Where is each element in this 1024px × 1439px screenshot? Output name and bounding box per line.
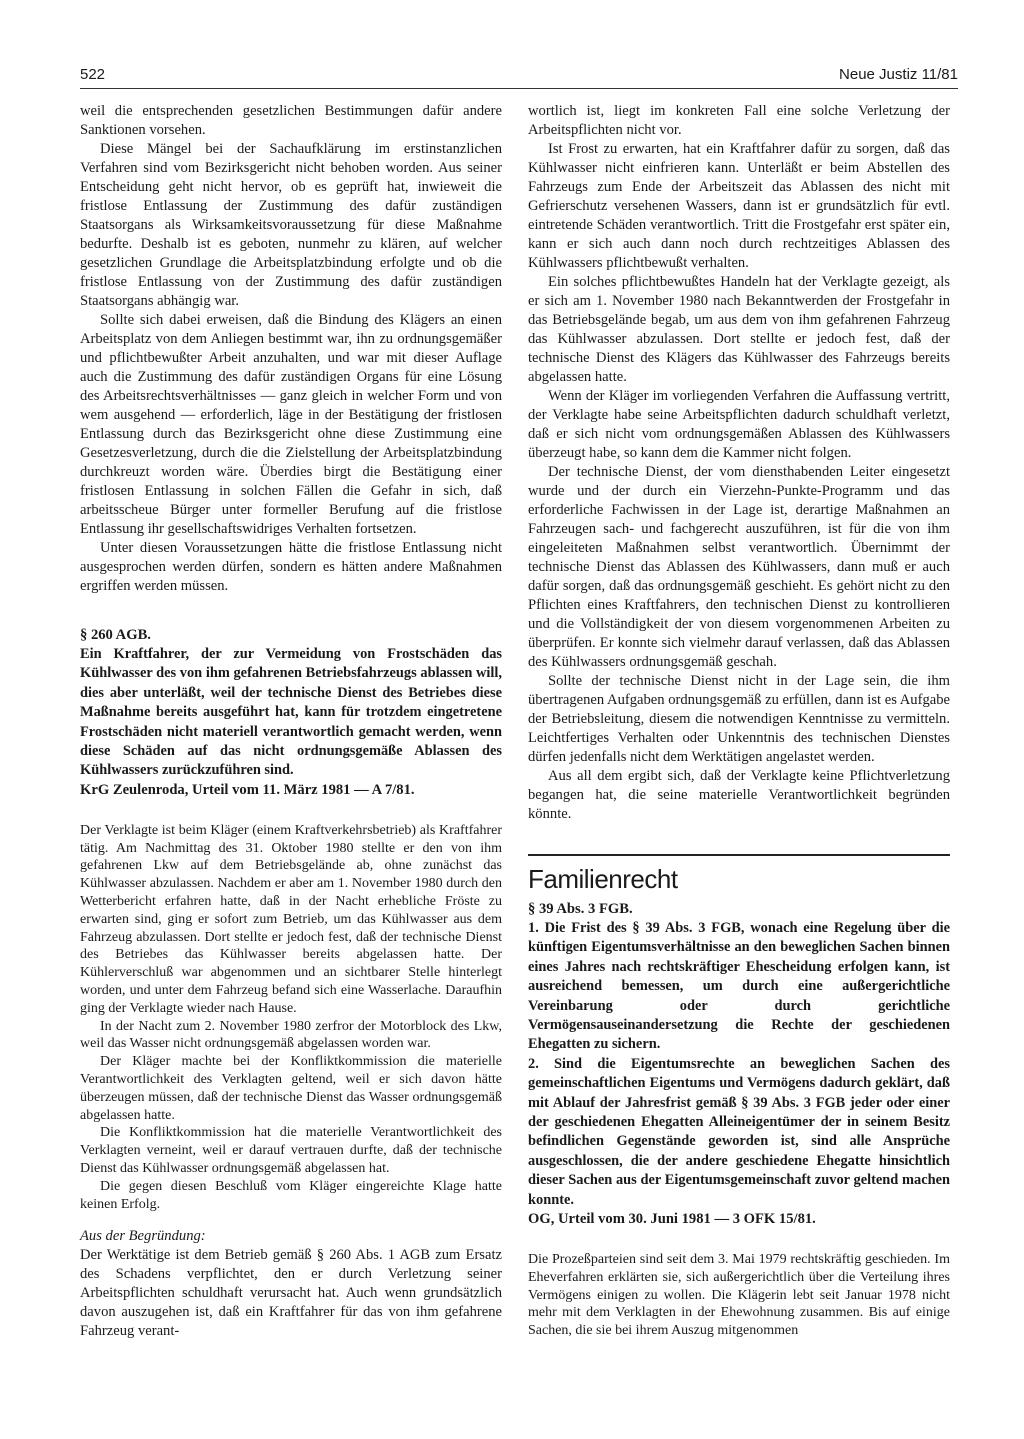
page-number: 522 [80,66,106,83]
right-column [528,102,950,1340]
section-reference: § 260 AGB. [80,627,151,643]
headnote: 2. Sind die Eigentumsrechte an beweglichen Sachen des gemeinschaftlichen Eigentums und Vermögens dadurch geklärt, daß mit Ablauf der Jahresfrist gemäß § 39 Abs. 3 FGB jeder oder einer der geschiedenen Ehegatten Alleineigentümer der in seinem Besitz befindlichen Gegenstände geworden ist, sind alle Ansprüche ausgeschlossen, die der andere geschiedene Ehegatte hinsichtlich dieser Sachen aus der Eigentumsgemeinschaft zuvor geltend machen konnte. [528,1055,950,1208]
paragraph: wortlich ist, liegt im konkreten Fall eine solche Verletzung der Arbeitspflichten nicht vor. [528,103,950,138]
headnote: 1. Die Frist des § 39 Abs. 3 FGB, wonach eine Regelung über die künftigen Eigentumsverhältnisse an den beweglichen Sachen binnen eines Jahres nach rechtskräftiger Ehescheidung erfolgen kann, ist ausreichend bemessen, um durch eine außergerichtliche Vereinbarung oder durch gerichtliche Vermögensauseinandersetzung die Rechte der geschiedenen Ehegatten zu sichern. [528,920,950,1053]
facts-paragraph: Die Prozeßparteien sind seit dem 3. Mai 1979 rechtskräftig geschieden. Im Eheverfahren erklärten sie, sich außergerichtlich über die Verteilung ihres Vermögens einigen zu wollen. Die Klägerin lebt seit Januar 1978 nicht mehr mit dem Verklagten in der Ehewohnung zusammen. Bis auf einige Sachen, die sie bei ihrem Auszug mitgenommen [528,1252,950,1339]
paragraph: Wenn der Kläger im vorliegenden Verfahren die Auffassung vertritt, der Verklagte habe seine Arbeitspflichten dadurch schuldhaft verletzt, daß er sich nicht vom ordnungsgemäßen Ablassen des Kühlwassers überzeugt habe, so kann dem die Kammer nicht folgen. [528,388,950,461]
paragraph: Sollte der technische Dienst nicht in der Lage sein, die ihm übertragenen Aufgaben ordnungsgemäß zu erfüllen, dann ist es Aufgabe der Betriebsleitung, diesem die notwendigen Kenntnisse zu vermitteln. Leichtfertiges Verhalten oder Unkenntnis des technischen Dienstes dürfen jedenfalls nicht dem Werktätigen angelastet werden. [528,673,950,765]
left-column [80,102,502,1341]
paragraph: Unter diesen Voraussetzungen hätte die fristlose Entlassung nicht ausgesprochen werden dürfen, sondern es hätten andere Maßnahmen ergriffen werden müssen. [80,540,502,594]
paragraph: Diese Mängel bei der Sachaufklärung im erstinstanzlichen Verfahren sind vom Bezirksgericht nicht behoben worden. Aus seiner Entscheidung geht nicht hervor, ob es geprüft hat, inwieweit die fristlose Entlassung der Zustimmung des dafür zuständigen Staatsorgans als Wirksamkeitsvoraussetzung für diese Maßnahme bedurfte. Deshalb ist es geboten, nunmehr zu klären, auf welcher gesetzlichen Grundlage die Arbeitsplatzbindung erfolgte und ob die fristlose Entlassung von der Zustimmung des dafür zuständigen Staatsorgans abhängig war. [80,141,502,309]
court-citation: KrG Zeulenroda, Urteil vom 11. März 1981 — A 7/81. [80,781,415,798]
paragraph: Der technische Dienst, der vom diensthabenden Leiter eingesetzt wurde und der durch ein Vierzehn-Punkte-Programm und das erforderliche Fachwissen in der Lage ist, derartige Maßnahmen an Fahrzeugen sach- und fachgerecht auszuführen, ist für die von ihm eingeleiteten Maßnahmen selbst verantwortlich. Übernimmt der technische Dienst das Ablassen des Kühlwassers, dann muß er auch dafür sorgen, daß das ordnungsgemäß geschieht. Es gehört nicht zu den Pflichten eines Kraftfahrers, den technischen Dienst zu kontrollieren und die Vollständigkeit der von diesem vorgenommenen Arbeiten zu überprüfen. Er konnte sich vielmehr darauf verlassen, daß das Ablassen des Kühlwassers ordnungsgemäß geschah. [528,464,950,670]
facts-paragraph: Die gegen diesen Beschluß vom Kläger eingereichte Klage hatte keinen Erfolg. [80,1178,502,1212]
headnote: Ein Kraftfahrer, der zur Vermeidung von Frostschäden das Kühlwasser des von ihm gefahrenen Betriebsfahrzeugs ablassen will, dies aber unterläßt, weil der technische Dienst des Betriebes diese Maßnahme bereits ausgeführt hat, kann für trotzdem eingetretene Frostschäden nicht materiell verantwortlich gemacht werden, wenn diese Schäden auf das nicht ordnungsgemäße Ablassen des Kühlwassers zurückzuführen sind. [80,646,502,779]
facts-paragraph: Der Verklagte ist beim Kläger (einem Kraftverkehrsbetrieb) als Kraftfahrer tätig. Am Nachmittag des 31. Oktober 1980 stellte er den von ihm gefahrenen Lkw auf dem Betriebsgelände ab, ohne zunächst das Kühlwasser abzulassen. Nachdem er aber am 1. November 1980 durch den Wetterbericht erfahren hatte, daß in der Nacht erhebliche Fröste zu erwarten sind, ging er sofort zum Betrieb, um das Kühlwasser aus dem Fahrzeug abzulassen. Dort stellte er jedoch fest, daß der technische Dienst des Betriebes das Kühlwasser bereits abgelassen hatte. Der Kühlerverschluß war abgenommen und an sichtbarer Stelle hinterlegt worden, und unter dem Fahrzeug befand sich eine Wasserlache. Daraufhin ging der Verklagte wieder nach Hause. [80,822,502,1016]
page-header [80,66,958,89]
section-reference: § 39 Abs. 3 FGB. [528,901,633,917]
paragraph: Ein solches pflichtbewußtes Handeln hat der Verklagte gezeigt, als er sich am 1. November 1980 nach Bekanntwerden der Frostgefahr in das Betriebsgelände begab, um aus dem von ihm gefahrenen Fahrzeug das Kühlwasser abzulassen. Dort stellte er jedoch fest, daß der technische Dienst des Klägers das Kühlwasser des Fahrzeugs bereits abgelassen hatte. [528,274,950,385]
paragraph: weil die entsprechenden gesetzlichen Bestimmungen dafür andere Sanktionen vorsehen. [80,103,502,138]
reasons-label: Aus der Begründung: [80,1228,206,1245]
paragraph: Aus all dem ergibt sich, daß der Verklagte keine Pflichtverletzung begangen hat, die seine materielle Verantwortlichkeit begründen könnte. [528,768,950,822]
facts-paragraph: Die Konfliktkommission hat die materielle Verantwortlichkeit des Verklagten verneint, weil er darauf vertrauen durfte, daß der technische Dienst das Kühlwasser ordnungsgemäß abgelassen hat. [80,1125,502,1176]
court-citation: OG, Urteil vom 30. Juni 1981 — 3 OFK 15/81. [528,1211,816,1228]
facts-paragraph: In der Nacht zum 2. November 1980 zerfror der Motorblock des Lkw, weil das Wasser nicht ordnungsgemäß abgelassen worden war. [80,1018,502,1052]
paragraph: Der Werktätige ist dem Betrieb gemäß § 260 Abs. 1 AGB zum Ersatz des Schadens verpflichtet, den er durch Verletzung seiner Arbeitspflichten schuldhaft verursacht hat. Auch wenn grundsätzlich davon auszugehen ist, daß ein Kraftfahrer für das von ihm gefahrene Fahrzeug verant- [80,1247,502,1340]
facts-paragraph: Der Kläger machte bei der Konfliktkommission die materielle Verantwortlichkeit des Verklagten geltend, weil er sich davon hätte überzeugen müssen, daß der technische Dienst das Wasser ordnungsgemäß abgelassen hatte. [80,1054,502,1123]
paragraph: Sollte sich dabei erweisen, daß die Bindung des Klägers an einen Arbeitsplatz von dem Anliegen bestimmt war, ihn zu ordnungsgemäßer und pflichtbewußter Arbeit anzuhalten, und war mit dieser Auflage auch die Zustimmung des dafür zuständigen Organs für eine Lösung des Arbeitsrechtsverhältnisses — ganz gleich in welcher Form und von wem ausgehend — erforderlich, läge in der Bestätigung der fristlosen Entlassung durch das Bezirksgericht ohne diese Zustimmung eine Gesetzesverletzung, durch die die Zielstellung der Arbeitsplatzbindung durchkreuzt worden wäre. Überdies birgt die Bestätigung einer fristlosen Entlassung in solchen Fällen die Gefahr in sich, daß arbeitsscheue Bürger unter formeller Berufung auf die fristlose Entlassung ihr gesellschaftswidriges Verhalten fortsetzen. [80,312,502,537]
section-title: Familienrecht [528,854,950,896]
journal-issue: Neue Justiz 11/81 [839,66,958,83]
paragraph: Ist Frost zu erwarten, hat ein Kraftfahrer dafür zu sorgen, daß das Kühlwasser nicht einfrieren kann. Unterläßt er beim Abstellen des Fahrzeugs zum Ende der Arbeitszeit das Ablassen des nicht mit Gefrierschutz versehenen Wassers, dann ist er grundsätzlich für evtl. eintretende Schäden verantwortlich. Tritt die Frostgefahr erst später ein, kann er sich auch dann noch durch rechtzeitiges Ablassen des Kühlwassers pflichtbewußt verhalten. [528,141,950,271]
